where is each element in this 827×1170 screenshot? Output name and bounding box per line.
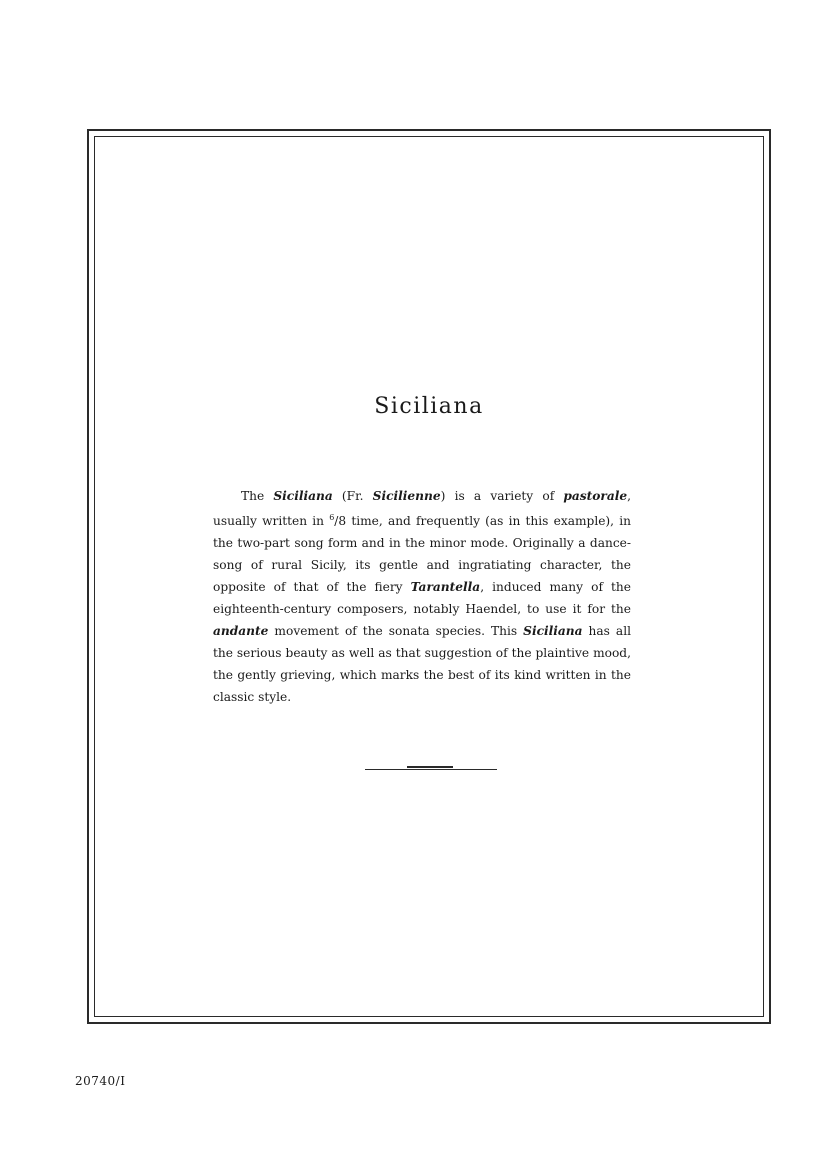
text-run: (Fr. [332,489,373,503]
italic-term: Siciliana [523,624,583,639]
time-denominator: 8 [338,514,347,529]
time-signature [329,514,346,528]
italic-term: pastorale [563,489,628,503]
text-run: , induced many of the eighteenth-century composers, notably Haendel, to use it for the [213,580,631,617]
page-title: Siciliana [374,394,484,419]
italic-term: Tarantella [410,580,481,595]
ornamental-rule-accent [407,766,453,768]
text-run: The [241,489,274,503]
italic-term: Siciliana [273,489,333,503]
italic-term: Sicilienne [372,489,441,503]
text-run: movement of the sonata species. This [268,624,524,639]
italic-term: andante [213,624,269,639]
ornamental-rule [365,769,497,770]
text-run: has all the serious beauty as well as that suggestion of the plaintive mood, the gently grieving, which marks the best of its kind written in the classic style. [213,624,631,705]
page-border-outer [87,129,771,1024]
text-run: , usually written in [213,489,631,529]
text-run: time, and frequently (as in this example), in the two-part song form and in the minor mode. Originally a dance-song of rural Sicily, its gentle and ingratiating character, the opposite of that of the fiery [213,514,631,595]
description-paragraph [213,485,631,708]
time-separator: / [334,514,339,529]
plate-number: 20740/I [75,1074,126,1088]
text-run: ) is a variety of [440,489,564,503]
page-border-inner [94,136,764,1017]
time-numerator: 6 [329,513,335,522]
